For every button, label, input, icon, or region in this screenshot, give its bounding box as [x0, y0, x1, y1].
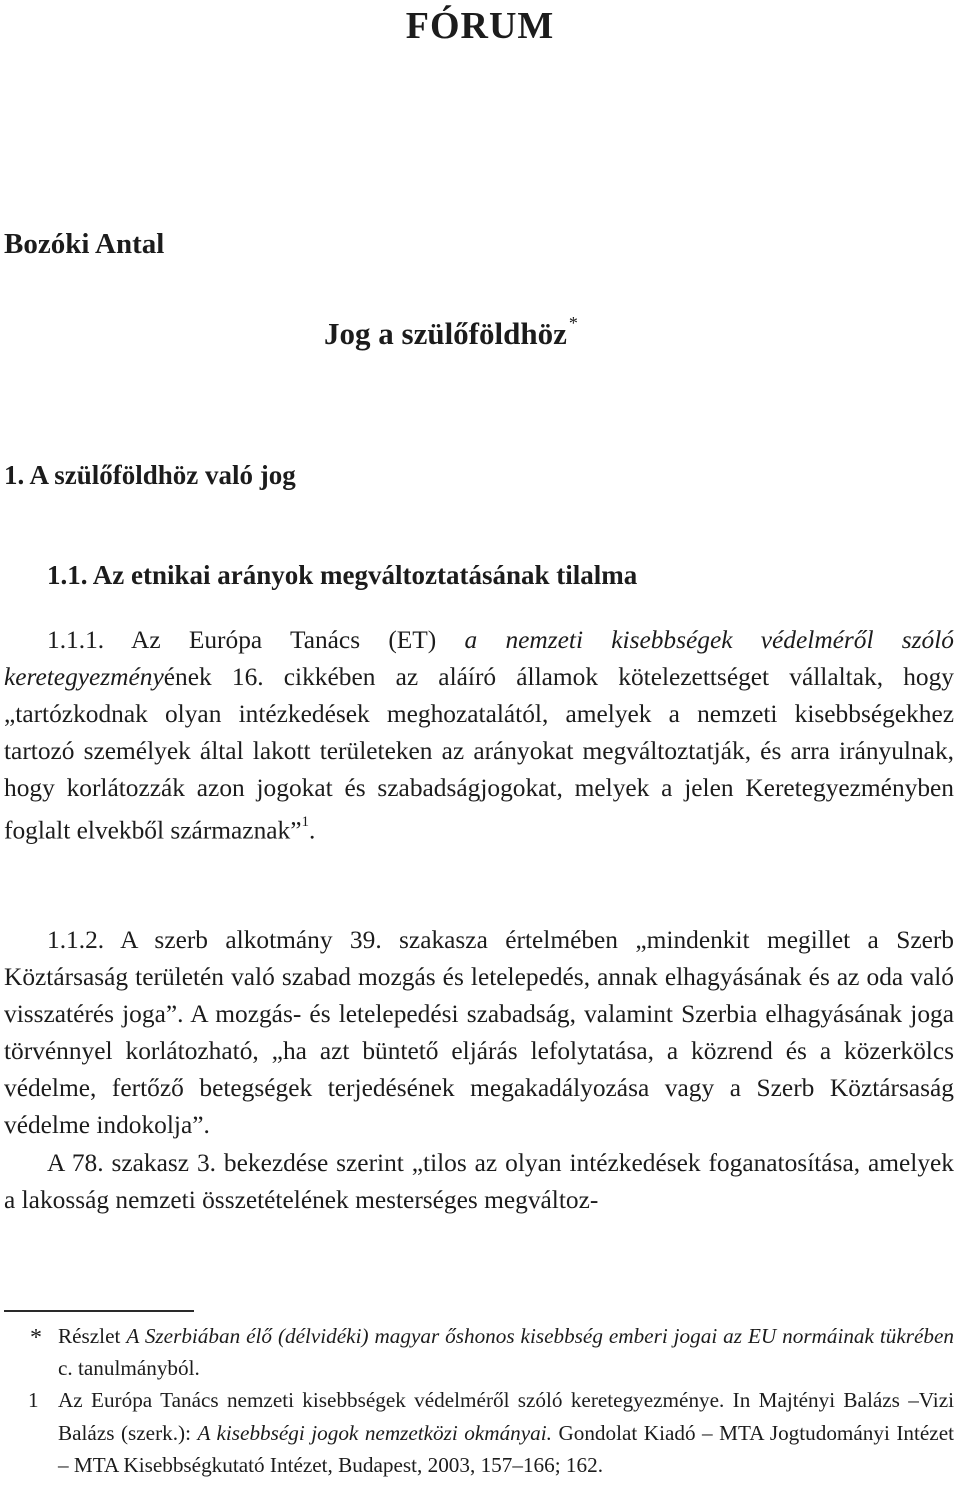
- author-name: Bozóki Antal: [4, 228, 165, 260]
- footnote-italic: A Szerbiában élő (délvidéki) magyar őshonos kisebbség emberi jogai az EU normáinak tükrében: [126, 1324, 955, 1348]
- paragraph-text: ének 16. cikkében az aláíró államok kötelezettséget vállaltak, hogy „tartózkodnak olyan intézkedések meghozatalától, amelyek a nemzeti kisebbségekhez tartozó személyek által lakott területeken az arányokat megváltoztatják, és arra irányulnak, hogy korlátozzák azon jogokat és szabadságjogokat, melyek a jelen Keretegyezményben foglalt elvekből származnak”: [4, 663, 954, 845]
- paragraph-lead: Az Európa Tanács (ET): [131, 626, 437, 654]
- article-title-text: Jog a szülőföldhöz: [324, 316, 567, 351]
- paragraph-1-1-2: [4, 922, 954, 1219]
- section-heading-1: 1. A szülőföldhöz való jog: [4, 460, 296, 490]
- article-title: [324, 312, 578, 352]
- treaty-title-italic: a nemzeti kisebbségek védelméről szóló keretegyezmény: [4, 626, 955, 692]
- footnote-ref-1[interactable]: 1: [301, 814, 309, 831]
- footnote-text-end: c. tanulmányból.: [58, 1356, 200, 1381]
- footnote-text: Részlet: [58, 1324, 121, 1348]
- title-footnote-mark[interactable]: *: [568, 312, 578, 333]
- paragraph-78: A 78. szakasz 3. bekezdése szerint „tilos az olyan intézkedések foganatosítása, amelyek a lakosság nemzeti összetételének mesterséges megváltoz-: [4, 1148, 954, 1214]
- footnote-mark: *: [30, 1325, 42, 1351]
- footnote-text-end: Gondolat Kiadó – MTA Jogtudományi Intézet – MTA Kisebbségkutató Intézet, Budapest, 2003, 157–166; 162.: [58, 1420, 955, 1477]
- footnote-mark: 1: [28, 1388, 39, 1413]
- running-head: FÓRUM: [405, 5, 555, 47]
- footnote-star: [4, 1320, 954, 1384]
- paragraph-end: .: [309, 816, 316, 845]
- footnote-separator: [4, 1310, 194, 1312]
- footnote-text: Az Európa Tanács nemzeti kisebbségek védelméről szóló keretegyezménye. In Majtényi Balázs –Vizi Balázs (szerk.):: [58, 1388, 954, 1445]
- paragraph-number: 1.1.2.: [47, 926, 105, 954]
- paragraph-number: 1.1.1.: [47, 626, 105, 654]
- footnote-1: [4, 1384, 954, 1481]
- section-heading-1-1: 1.1. Az etnikai arányok megváltoztatásának tilalma: [47, 560, 638, 590]
- paragraph-text: A szerb alkotmány 39. szakasza értelmében „mindenkit megillet a Szerb Köztársaság területén való szabad mozgás és letelepedés, annak elhagyásának és az oda való visszatérés joga”. A mozgás- és letelepedési szabadság, valamint Szerbia elhagyásának joga törvénnyel korlátozható, „ha azt büntető eljárás lefolytatása, a közrend és a közerkölcs védelme, fertőző betegségek terjedésének megakadályozása vagy a Szerb Köztársaság védelme indokolja”.: [4, 926, 955, 1140]
- footnote-italic: A kisebbségi jogok nemzetközi okmányai.: [197, 1420, 552, 1445]
- paragraph-1-1-1: [4, 622, 954, 850]
- footnotes: [4, 1320, 954, 1481]
